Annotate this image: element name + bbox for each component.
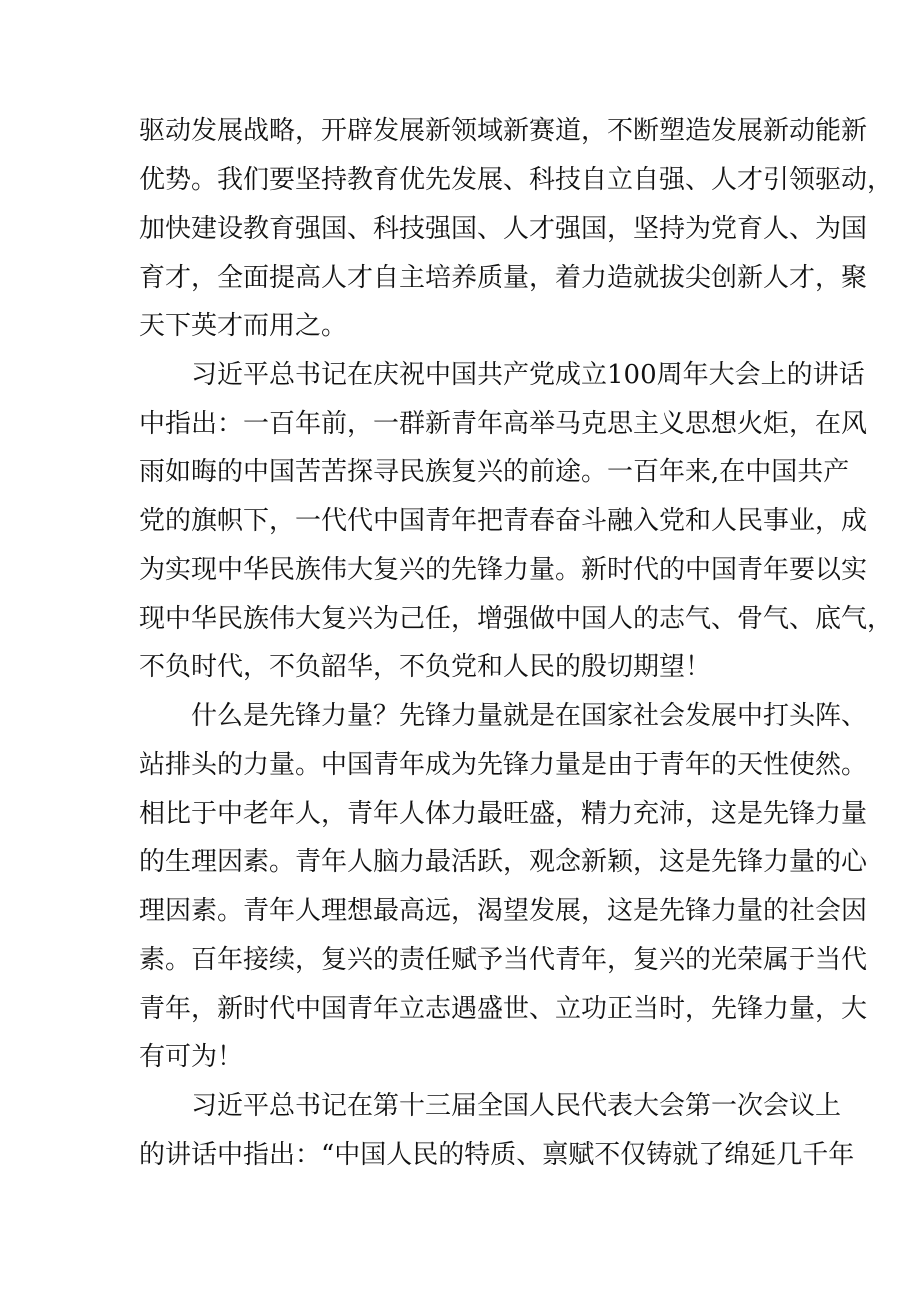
text-line: 习近平总书记在庆祝中国共产党成立100周年大会上的讲话 — [191, 360, 865, 390]
text-line: 中指出：一百年前，一群新青年高举马克思主义思想火炬，在风 — [139, 409, 868, 439]
text-line: 什么是先锋力量？先锋力量就是在国家社会发展中打头阵、 — [191, 701, 868, 731]
text-line: 现中华民族伟大复兴为己任，增强做中国人的志气、骨气、底气， — [139, 604, 894, 634]
text-line: 相比于中老年人，青年人体力最旺盛，精力充沛，这是先锋力量 — [139, 799, 868, 829]
text-line: 站排头的力量。中国青年成为先锋力量是由于青年的天性使然。 — [139, 750, 868, 780]
text-line: 驱动发展战略，开辟发展新领域新赛道，不断塑造发展新动能新 — [139, 116, 868, 146]
text-line: 青年，新时代中国青年立志遇盛世、立功正当时，先锋力量，大 — [139, 994, 868, 1024]
text-line: 素。百年接续，复兴的责任赋予当代青年，复兴的光荣属于当代 — [139, 945, 868, 975]
text-line: 优势。我们要坚持教育优先发展、科技自立自强、人才引领驱动， — [139, 165, 894, 195]
text-line: 理因素。青年人理想最高远，渴望发展，这是先锋力量的社会因 — [139, 896, 868, 926]
text-line: 加快建设教育强国、科技强国、人才强国，坚持为党育人、为国 — [139, 214, 868, 244]
text-line: 天下英才而用之。 — [139, 311, 348, 341]
text-line: 不负时代，不负韶华，不负党和人民的殷切期望！ — [139, 652, 712, 682]
text-line: 有可为！ — [139, 1042, 244, 1072]
text-line: 的讲话中指出：“中国人民的特质、禀赋不仅铸就了绵延几千年 — [139, 1140, 855, 1170]
text-line: 的生理因素。青年人脑力最活跃，观念新颖，这是先锋力量的心 — [139, 847, 868, 877]
text-line: 习近平总书记在第十三届全国人民代表大会第一次会议上 — [191, 1091, 842, 1121]
text-line: 雨如晦的中国苦苦探寻民族复兴的前途。一百年来,在中国共产 — [139, 457, 850, 487]
text-line: 为实现中华民族伟大复兴的先锋力量。新时代的中国青年要以实 — [139, 555, 868, 585]
text-line: 育才，全面提高人才自主培养质量，着力造就拔尖创新人才，聚 — [139, 263, 868, 293]
text-line: 党的旗帜下，一代代中国青年把青春奋斗融入党和人民事业，成 — [139, 506, 868, 536]
